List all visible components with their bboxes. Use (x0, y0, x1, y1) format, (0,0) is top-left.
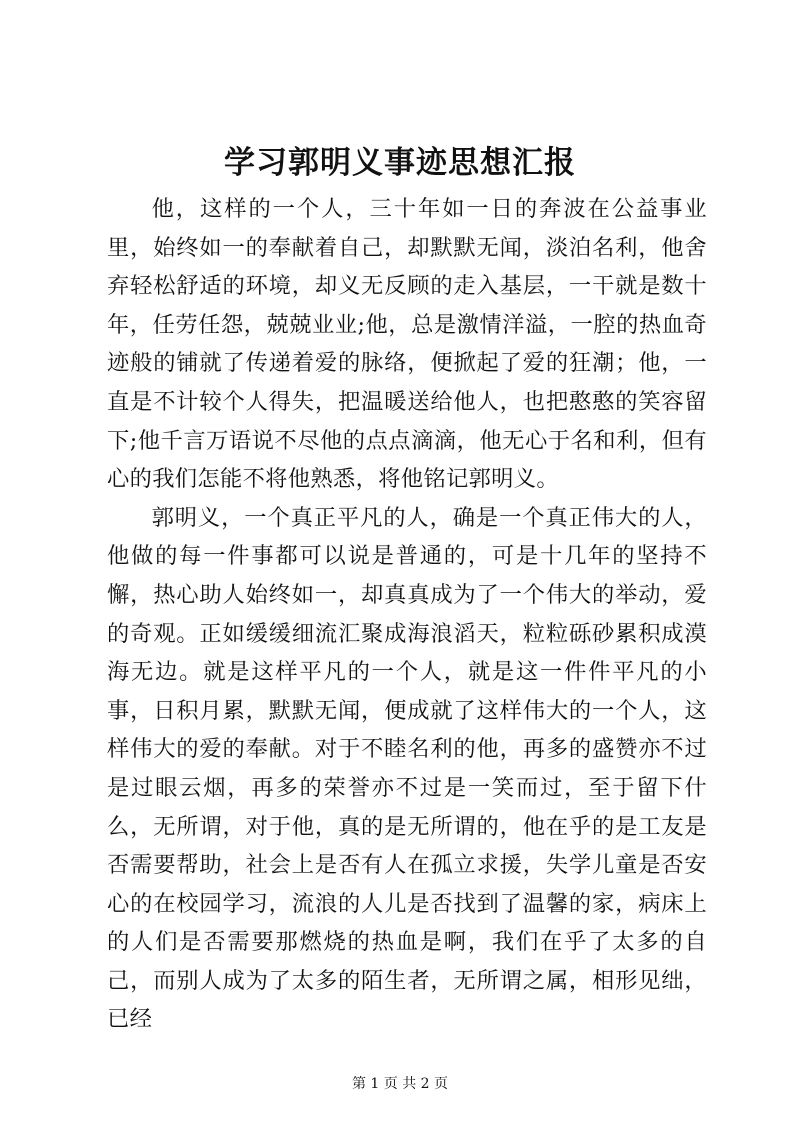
document-title: 学习郭明义事迹思想汇报 (224, 145, 576, 181)
paragraph-1: 他，这样的一个人，三十年如一日的奔波在公益事业里，始终如一的奉献着自己，却默默无闻，淡泊名利，他舍弃轻松舒适的环境，却义无反顾的走入基层，一干就是数十年，任劳任怨，兢兢业业;他，总是激情洋溢，一腔的热血奇迹般的铺就了传递着爱的脉络，便掀起了爱的狂潮；他，一直是不计较个人得失，把温暖送给他人，也把憨憨的笑容留下;他千言万语说不尽他的点点滴滴，他无心于名和利，但有心的我们怎能不将他熟悉，将他铭记郭明义。 (107, 196, 707, 493)
paragraph-2: 郭明义，一个真正平凡的人，确是一个真正伟大的人，他做的每一件事都可以说是普通的，可是十几年的坚持不懈，热心助人始终如一，却真真成为了一个伟大的举动，爱的奇观。正如缓缓细流汇聚成海浪滔天，粒粒砾砂累积成漠海无边。就是这样平凡的一个人，就是这一件件平凡的小事，日积月累，默默无闻，便成就了这样伟大的一个人，这样伟大的爱的奉献。对于不睦名利的他，再多的盛赞亦不过是过眼云烟，再多的荣誉亦不过是一笑而过，至于留下什么，无所谓，对于他，真的是无所谓的，他在乎的是工友是否需要帮助，社会上是否有人在孤立求援，失学儿童是否安心的在校园学习，流浪的人儿是否找到了温馨的家，病床上的人们是否需要那燃烧的热血是啊，我们在乎了太多的自己，而别人成为了太多的陌生者，无所谓之属，相形见绌，已经 (107, 504, 707, 1033)
document-body (107, 190, 707, 1039)
page-footer (0, 1074, 800, 1094)
page-number-label: 第 1 页 共 2 页 (351, 1076, 449, 1092)
